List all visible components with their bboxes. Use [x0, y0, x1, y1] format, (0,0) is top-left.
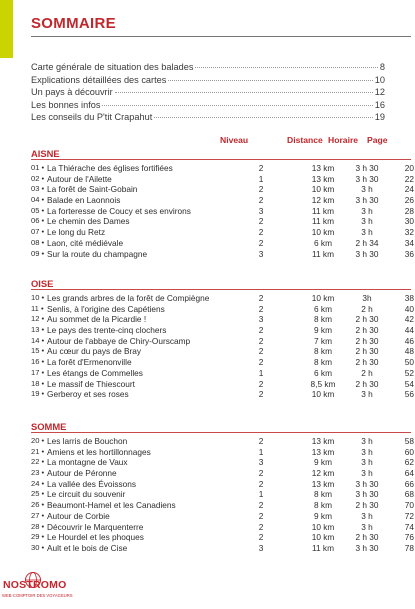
walk-name: Balade en Laonnois	[47, 195, 121, 206]
walk-niveau: 2	[258, 468, 264, 479]
walk-row[interactable]	[31, 389, 414, 400]
walk-name: Amiens et les hortillonnages	[47, 446, 151, 457]
walk-horaire: 3 h	[361, 457, 373, 468]
walk-horaire: 3 h 30	[355, 163, 379, 173]
walk-niveau: 3	[258, 205, 264, 216]
walk-name: Les étangs de Commelles	[47, 367, 143, 378]
walk-niveau: 2	[258, 163, 264, 173]
walk-number: 06 •	[31, 216, 45, 226]
walk-row[interactable]	[31, 500, 414, 511]
walk-number: 19 •	[31, 389, 45, 399]
walk-row[interactable]	[31, 173, 414, 185]
intro-item-page: 19	[374, 112, 385, 123]
walk-distance: 11 km	[312, 205, 334, 216]
walk-distance: 6 km	[314, 303, 332, 314]
walk-number: 03 •	[31, 184, 45, 194]
walk-name: Le long du Retz	[47, 227, 106, 238]
walk-page: 52	[404, 367, 414, 378]
dot-leader	[102, 105, 372, 106]
intro-item[interactable]	[31, 112, 385, 125]
walk-horaire: 3 h	[361, 205, 373, 216]
walk-number: 01 •	[31, 163, 45, 172]
walk-niveau: 3	[258, 542, 264, 553]
accent-bar	[0, 0, 13, 58]
logo-name: NOSTROMO	[3, 579, 67, 591]
intro-item-label: Carte générale de situation des balades	[31, 62, 194, 72]
walk-name: Au cœur du pays de Bray	[47, 346, 142, 357]
walk-horaire: 2 h 30	[355, 335, 379, 346]
walk-page: 78	[404, 542, 414, 553]
walk-horaire: 3 h	[361, 436, 373, 446]
walk-number: 11 •	[31, 303, 44, 313]
intro-item[interactable]	[31, 62, 385, 75]
walk-page: 74	[404, 521, 414, 532]
walk-row[interactable]	[31, 184, 414, 195]
logo-tagline: WEB·COMPTOIR DES VOYAGEURS	[2, 593, 73, 598]
walk-distance: 8 km	[314, 489, 332, 500]
walk-number: 12 •	[31, 314, 45, 324]
section-divider	[31, 289, 411, 290]
walk-horaire: 3 h	[361, 446, 373, 457]
walk-row[interactable]	[31, 195, 414, 206]
walk-number: 04 •	[31, 195, 45, 205]
walk-number: 26 •	[31, 500, 45, 510]
walk-distance: 10 km	[311, 184, 335, 195]
walk-page: 62	[404, 457, 414, 468]
walk-distance: 8,5 km	[310, 378, 336, 389]
walk-page: 38	[404, 293, 414, 303]
walk-niveau: 2	[258, 532, 264, 543]
walk-niveau: 2	[258, 293, 264, 303]
walk-row[interactable]	[31, 510, 414, 522]
walk-niveau: 2	[258, 500, 264, 511]
dot-leader	[115, 92, 373, 93]
walk-distance: 11 km	[312, 542, 334, 553]
walk-distance: 13 km	[311, 446, 335, 457]
walk-name: Autour de l'abbaye de Chiry-Ourscamp	[47, 335, 191, 346]
walk-number: 25 •	[31, 489, 45, 499]
walk-horaire: 2 h 30	[355, 346, 379, 357]
walk-niveau: 2	[258, 335, 264, 346]
walk-page: 26	[404, 195, 414, 206]
walk-row[interactable]	[31, 248, 414, 260]
walk-distance: 9 km	[314, 510, 332, 521]
walk-niveau: 2	[258, 478, 264, 489]
walk-row[interactable]	[31, 367, 414, 379]
walk-horaire: 3 h	[361, 510, 373, 521]
walk-niveau: 2	[258, 216, 264, 227]
walk-distance: 8 km	[314, 314, 332, 325]
walk-row[interactable]	[31, 303, 414, 315]
walk-name: La forêt d'Ermenonville	[47, 357, 132, 368]
walk-row[interactable]	[31, 227, 414, 238]
walk-page: 50	[404, 357, 414, 368]
walk-distance: 10 km	[311, 532, 335, 543]
walk-horaire: 2 h 30	[355, 314, 379, 325]
walk-page: 42	[404, 314, 414, 325]
walk-distance: 8 km	[314, 500, 332, 511]
walk-niveau: 1	[258, 446, 264, 457]
walk-name: Beaumont-Hamel et les Canadiens	[47, 500, 176, 511]
walk-row[interactable]	[31, 205, 414, 217]
walk-distance: 13 km	[311, 478, 335, 489]
walk-niveau: 3	[258, 248, 264, 259]
walk-number: 16 •	[31, 357, 45, 367]
walk-number: 29 •	[31, 532, 45, 542]
walk-row[interactable]	[31, 521, 414, 533]
walk-niveau: 2	[258, 357, 264, 368]
walk-row[interactable]	[31, 489, 414, 500]
walk-name: Autour de l'Ailette	[47, 173, 112, 184]
section-title: SOMME	[31, 421, 67, 432]
walk-niveau: 2	[258, 184, 264, 195]
walk-horaire: 3 h	[361, 227, 373, 238]
walk-horaire: 2 h 34	[355, 237, 379, 248]
intro-item-label: Les bonnes infos	[31, 99, 101, 110]
intro-list	[31, 62, 385, 125]
walk-number: 22 •	[31, 457, 45, 467]
walk-horaire: 2 h 30	[355, 500, 379, 511]
intro-item-page: 12	[374, 87, 385, 98]
walk-distance: 11 km	[312, 248, 334, 259]
walk-number: 23 •	[31, 468, 45, 478]
walk-name: Sur la route du champagne	[47, 248, 148, 259]
walk-horaire: 2 h	[361, 367, 373, 378]
walk-distance: 12 km	[311, 468, 335, 479]
walk-row[interactable]	[31, 542, 414, 554]
walk-name: Le chemin des Dames	[47, 216, 130, 227]
walk-niveau: 2	[258, 227, 264, 238]
walk-page: 28	[404, 205, 414, 216]
walk-number: 18 •	[31, 378, 45, 388]
walk-name: La forteresse de Coucy et ses environs	[47, 205, 191, 216]
walk-distance: 13 km	[311, 173, 335, 184]
walk-page: 24	[404, 184, 414, 195]
walk-horaire: 3 h	[361, 468, 373, 479]
walk-page: 34	[404, 237, 414, 248]
section-divider	[31, 159, 411, 160]
walk-number: 21 •	[31, 446, 45, 456]
walk-page: 36	[404, 248, 414, 259]
walk-row[interactable]	[31, 357, 414, 368]
walk-horaire: 3 h 30	[355, 478, 379, 489]
walk-name: Les grands arbres de la forêt de Compiègne	[47, 293, 210, 303]
walk-row[interactable]	[31, 216, 414, 227]
walk-distance: 6 km	[314, 367, 332, 378]
walk-horaire: 3 h	[361, 389, 373, 400]
intro-item[interactable]	[31, 87, 385, 100]
walk-distance: 13 km	[311, 436, 335, 446]
walk-number: 27 •	[31, 510, 45, 520]
walk-row[interactable]	[31, 335, 414, 347]
walk-name: Le pays des trente-cinq clochers	[47, 325, 167, 336]
walk-row[interactable]	[31, 457, 414, 468]
section-somme	[31, 421, 414, 554]
walk-horaire: 3 h	[361, 521, 373, 532]
page-title: SOMMAIRE	[31, 15, 116, 32]
nostromo-logo	[0, 571, 73, 607]
title-divider	[31, 36, 411, 37]
walk-name: Senlis, à l'origine des Capétiens	[47, 303, 165, 314]
walk-niveau: 1	[258, 367, 264, 378]
walk-niveau: 2	[258, 346, 264, 357]
walk-number: 05 •	[31, 205, 45, 215]
walk-row[interactable]	[31, 378, 414, 390]
walk-distance: 10 km	[311, 227, 335, 238]
walk-niveau: 2	[258, 436, 264, 446]
walk-distance: 8 km	[314, 346, 332, 357]
walk-page: 46	[404, 335, 414, 346]
walk-name: Découvrir le Marquenterre	[47, 521, 144, 532]
walk-number: 08 •	[31, 237, 45, 247]
walk-row[interactable]	[31, 314, 414, 325]
walk-name: Les larris de Bouchon	[47, 436, 128, 446]
walk-row[interactable]	[31, 346, 414, 357]
walk-horaire: 2 h 30	[355, 357, 379, 368]
walk-row[interactable]	[31, 325, 414, 336]
walk-number: 10 •	[31, 293, 45, 302]
walk-niveau: 2	[258, 521, 264, 532]
walk-name: Le Hourdel et les phoques	[47, 532, 144, 543]
walk-page: 48	[404, 346, 414, 357]
column-header-page: Page	[367, 135, 388, 145]
walk-horaire: 3 h	[361, 216, 373, 227]
walk-page: 22	[404, 173, 414, 184]
walk-number: 30 •	[31, 542, 45, 552]
section-oise	[31, 278, 414, 400]
walk-horaire: 2 h 30	[355, 378, 379, 389]
walk-name: Ault et le bois de Cise	[47, 542, 128, 553]
walk-page: 76	[404, 532, 414, 543]
walk-number: 17 •	[31, 367, 45, 377]
walk-name: Autour de Péronne	[47, 468, 117, 479]
walk-distance: 8 km	[314, 357, 332, 368]
walk-distance: 12 km	[311, 195, 335, 206]
walk-niveau: 1	[258, 173, 264, 184]
walk-horaire: 2 h 30	[355, 325, 379, 336]
walk-page: 68	[404, 489, 414, 500]
walk-distance: 10 km	[311, 389, 335, 400]
intro-item-label: Explications détaillées des cartes	[31, 74, 167, 85]
walk-horaire: 2 h	[361, 303, 373, 314]
walk-row[interactable]	[31, 293, 414, 304]
walk-niveau: 2	[258, 378, 264, 389]
walk-niveau: 2	[258, 195, 264, 206]
walk-distance: 9 km	[314, 325, 332, 336]
intro-item-page: 10	[374, 74, 385, 85]
walk-number: 24 •	[31, 478, 45, 488]
column-header-distance: Distance	[287, 135, 323, 145]
walk-number: 28 •	[31, 521, 45, 531]
walk-number: 20 •	[31, 436, 45, 445]
intro-item-page: 8	[379, 62, 385, 72]
walk-distance: 11 km	[312, 216, 334, 227]
walk-page: 44	[404, 325, 414, 336]
section-aisne	[31, 148, 414, 259]
walk-niveau: 2	[258, 237, 264, 248]
walk-name: La vallée des Évoissons	[47, 478, 137, 489]
walk-page: 60	[404, 446, 414, 457]
walk-number: 07 •	[31, 227, 45, 237]
section-title: AISNE	[31, 148, 60, 159]
section-title: OISE	[31, 278, 54, 289]
walk-niveau: 3	[258, 457, 264, 468]
walk-distance: 10 km	[311, 521, 335, 532]
walk-name: Laon, cité médiévale	[47, 237, 124, 248]
intro-item-page: 16	[374, 99, 385, 110]
walk-name: Le massif de Thiescourt	[47, 378, 135, 389]
walk-name: La Thiérache des églises fortifiées	[47, 163, 173, 173]
walk-page: 70	[404, 500, 414, 511]
walk-number: 02 •	[31, 173, 45, 183]
walk-horaire: 3h	[362, 293, 372, 303]
walk-horaire: 2 h 30	[355, 532, 379, 543]
walk-niveau: 2	[258, 325, 264, 336]
walk-name: La montagne de Vaux	[47, 457, 128, 468]
walk-row[interactable]	[31, 163, 414, 174]
section-divider	[31, 432, 411, 433]
intro-item-label: Un pays à découvrir	[31, 87, 113, 98]
walk-page: 56	[404, 389, 414, 400]
walk-niveau: 3	[258, 314, 264, 325]
walk-number: 15 •	[31, 346, 45, 356]
walk-horaire: 3 h	[361, 184, 373, 195]
walk-horaire: 3 h 30	[355, 173, 379, 184]
walk-name: Autour de Corbie	[47, 510, 110, 521]
walk-name: Au sommet de la Picardie !	[47, 314, 147, 325]
walk-niveau: 2	[258, 389, 264, 400]
intro-item[interactable]	[31, 75, 385, 88]
walk-page: 32	[404, 227, 414, 238]
walk-horaire: 3 h 30	[355, 248, 379, 259]
walk-page: 20	[404, 163, 414, 173]
walk-horaire: 3 h 30	[355, 195, 379, 206]
walk-name: Gerberoy et ses roses	[47, 389, 129, 400]
dot-leader	[154, 117, 373, 118]
walk-horaire: 3 h 30	[355, 489, 379, 500]
walk-page: 30	[404, 216, 414, 227]
walk-page: 66	[404, 478, 414, 489]
walk-page: 64	[404, 468, 414, 479]
walk-niveau: 1	[258, 489, 264, 500]
walk-distance: 9 km	[314, 457, 332, 468]
dot-leader	[168, 80, 372, 81]
walk-name: La forêt de Saint-Gobain	[47, 184, 138, 195]
column-header-niveau: Niveau	[220, 135, 249, 145]
walk-page: 54	[404, 378, 414, 389]
walk-row[interactable]	[31, 237, 414, 249]
walk-number: 13 •	[31, 325, 45, 335]
walk-number: 09 •	[31, 248, 45, 258]
intro-item-label: Les conseils du P'tit Crapahut	[31, 112, 153, 123]
walk-distance: 6 km	[314, 237, 332, 248]
walk-row[interactable]	[31, 468, 414, 479]
intro-item[interactable]	[31, 100, 385, 113]
walk-page: 58	[404, 436, 414, 446]
walk-niveau: 2	[258, 510, 264, 521]
walk-row[interactable]	[31, 478, 414, 490]
walk-distance: 13 km	[311, 163, 335, 173]
walk-distance: 10 km	[311, 293, 335, 303]
walk-name: Le circuit du souvenir	[47, 489, 126, 500]
walk-row[interactable]	[31, 436, 414, 447]
walk-page: 72	[404, 510, 414, 521]
walk-distance: 7 km	[314, 335, 332, 346]
walk-row[interactable]	[31, 532, 414, 543]
walk-row[interactable]	[31, 446, 414, 458]
walk-number: 14 •	[31, 335, 45, 345]
walk-page: 40	[404, 303, 414, 314]
column-header-horaire: Horaire	[328, 135, 359, 145]
walk-horaire: 3 h 30	[355, 542, 379, 553]
walk-niveau: 2	[258, 303, 264, 314]
dot-leader	[195, 67, 377, 68]
